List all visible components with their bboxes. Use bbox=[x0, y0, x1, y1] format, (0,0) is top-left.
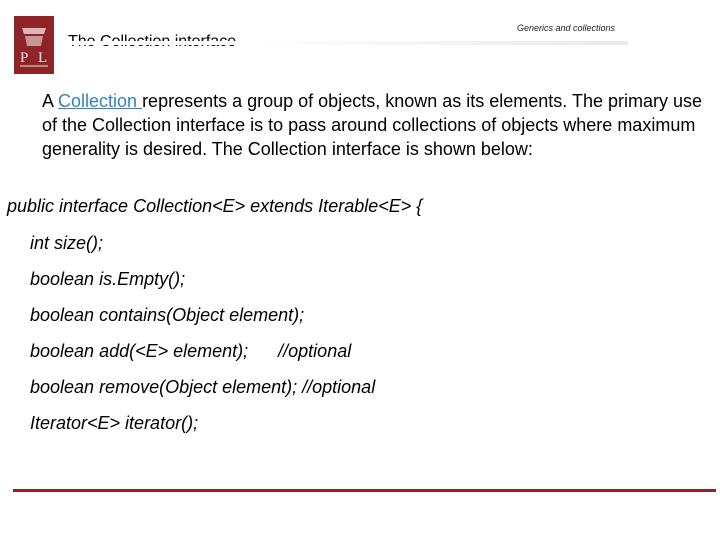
university-logo bbox=[14, 16, 54, 74]
collection-link[interactable]: Collection bbox=[58, 91, 143, 111]
intro-text-start: A bbox=[42, 91, 59, 111]
header-divider bbox=[68, 41, 628, 45]
section-label: Generics and collections bbox=[517, 23, 616, 33]
code-line: boolean contains(Object element); bbox=[30, 305, 305, 325]
intro-text-end: represents a group of objects, known as its elements. The primary use of the Collection interface is to pass around collections of objects where maximum generality is desired. The Collection interface is shown below: bbox=[42, 91, 703, 159]
code-line: boolean add(<E> element); //optional bbox=[30, 341, 352, 361]
logo-emblem-icon bbox=[14, 16, 54, 74]
code-line: boolean is.Empty(); bbox=[30, 269, 186, 289]
code-line: int size(); bbox=[30, 233, 104, 253]
footer-divider bbox=[13, 489, 716, 492]
code-interface-declaration: public interface Collection<E> extends Iterable<E> { bbox=[7, 196, 423, 216]
intro-paragraph bbox=[42, 89, 702, 161]
code-line: boolean remove(Object element); //optional bbox=[30, 377, 376, 397]
code-line: Iterator<E> iterator(); bbox=[30, 413, 199, 433]
svg-text:L: L bbox=[38, 50, 48, 66]
svg-text:P: P bbox=[20, 50, 29, 66]
